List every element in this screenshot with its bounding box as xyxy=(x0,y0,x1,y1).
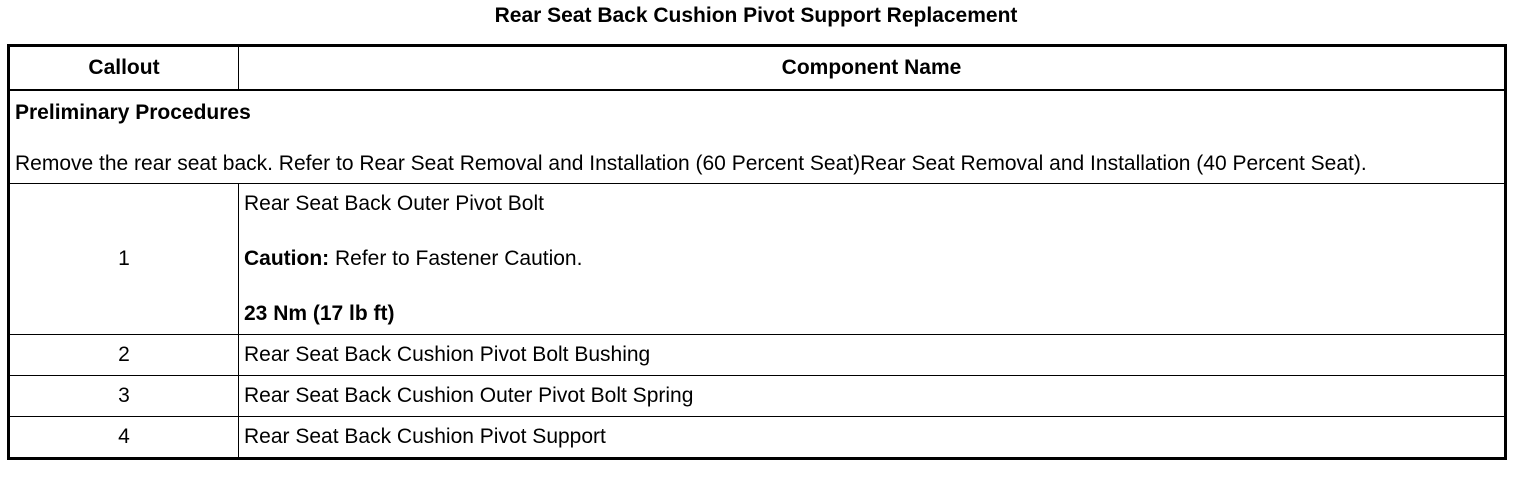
component-name: Rear Seat Back Cushion Pivot Bolt Bushing xyxy=(239,335,1506,376)
preliminary-procedures-cell xyxy=(9,90,1506,184)
table-row xyxy=(9,184,1506,335)
component-name: Rear Seat Back Outer Pivot Bolt xyxy=(244,192,544,215)
caution-label: Caution: xyxy=(244,247,330,270)
preliminary-procedures-heading: Preliminary Procedures xyxy=(15,101,251,124)
table-row xyxy=(9,417,1506,459)
callout-number: 1 xyxy=(9,184,239,335)
component-name: Rear Seat Back Cushion Pivot Support xyxy=(239,417,1506,459)
callout-number: 2 xyxy=(9,335,239,376)
document-title: Rear Seat Back Cushion Pivot Support Replacement xyxy=(494,4,1018,27)
component-cell xyxy=(239,184,1506,335)
preliminary-procedures-text: Remove the rear seat back. Refer to Rear Seat Removal and Installation (60 Percent Seat)Rear Seat Removal and Installation (40 Percent Seat). xyxy=(15,152,1367,175)
callout-number: 4 xyxy=(9,417,239,459)
caution-note xyxy=(244,247,1499,271)
component-name: Rear Seat Back Cushion Outer Pivot Bolt Spring xyxy=(239,376,1506,417)
callout-column-header: Callout xyxy=(9,46,239,91)
preliminary-procedures-row xyxy=(9,90,1506,184)
torque-spec: 23 Nm (17 lb ft) xyxy=(244,302,395,325)
table-row xyxy=(9,376,1506,417)
components-table xyxy=(7,44,1507,460)
table-header-row xyxy=(9,46,1506,91)
table-row xyxy=(9,335,1506,376)
callout-number: 3 xyxy=(9,376,239,417)
component-name-column-header: Component Name xyxy=(239,46,1506,91)
caution-text: Refer to Fastener Caution. xyxy=(329,247,583,270)
